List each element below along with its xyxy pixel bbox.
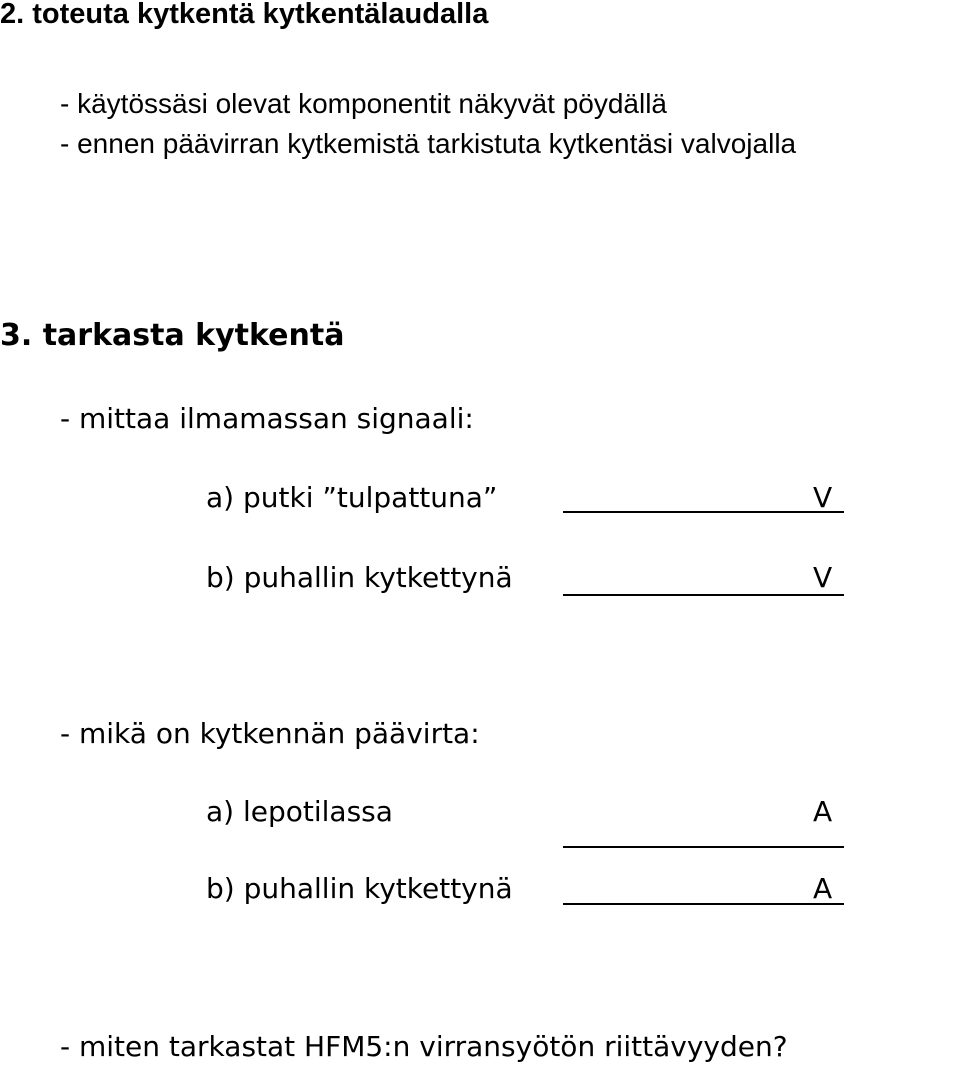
answer-blank-tube-plugged[interactable] (563, 511, 844, 513)
section-2-bullet-supervisor-check: - ennen päävirran kytkemistä tarkistuta kytkentäsi valvojalla (60, 128, 797, 159)
question-power-supply-adequacy: - miten tarkastat HFM5:n virransyötön riittävyyden? (60, 1030, 788, 1063)
unit-amperes: A (813, 872, 833, 905)
section-2-bullet-components: - käytössäsi olevat komponentit näkyvät pöydällä (60, 88, 667, 119)
section-3-heading: 3. tarkasta kytkentä (0, 318, 345, 353)
item-label-fan-connected-current: b) puhallin kytkettynä (206, 872, 513, 905)
unit-volts: V (813, 561, 833, 594)
unit-volts: V (813, 481, 833, 514)
question-main-current: - mikä on kytkennän päävirta: (60, 717, 480, 750)
unit-amperes: A (813, 795, 833, 828)
item-label-idle: a) lepotilassa (206, 795, 393, 828)
section-2-heading: 2. toteuta kytkentä kytkentälaudalla (0, 0, 489, 30)
question-air-mass-signal: - mittaa ilmamassan signaali: (60, 402, 474, 435)
item-label-tube-plugged: a) putki ”tulpattuna” (206, 481, 498, 514)
answer-blank-fan-connected-current[interactable] (563, 903, 844, 905)
item-label-fan-connected: b) puhallin kytkettynä (206, 561, 513, 594)
answer-blank-fan-connected-voltage[interactable] (563, 594, 844, 596)
answer-blank-idle-current[interactable] (563, 846, 844, 848)
